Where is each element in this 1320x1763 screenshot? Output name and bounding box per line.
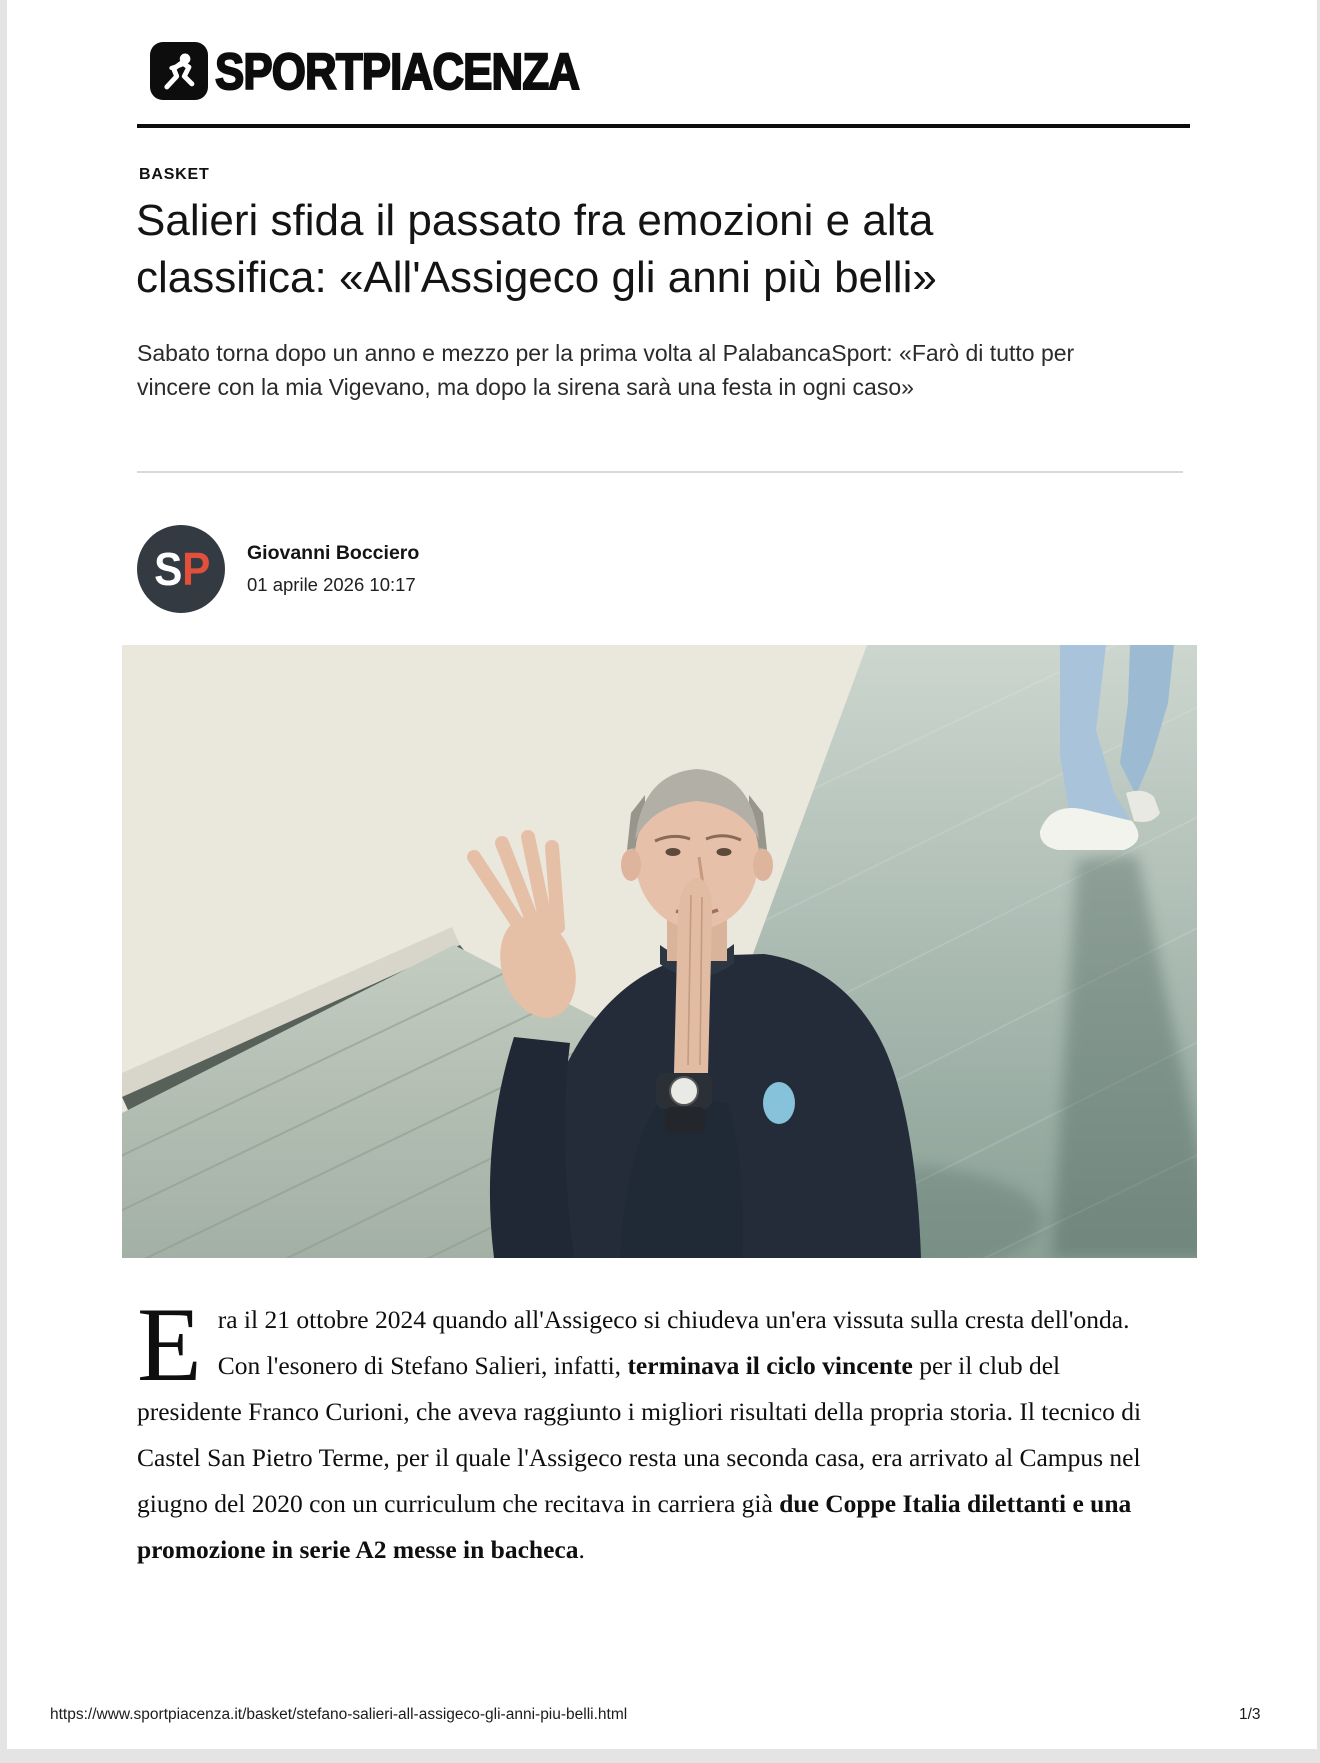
publish-datetime: 01 aprile 2026 10:17 [247,574,416,595]
avatar-letter-s: S [154,543,180,595]
author-avatar [137,525,225,613]
divider [137,471,1183,473]
masthead [150,40,638,102]
runner-icon [150,42,208,100]
category-label: BASKET [139,166,210,183]
article-photo [122,645,1197,1258]
brand-wordmark: SPORTPIACENZA [215,42,580,100]
author-row [137,524,419,614]
masthead-rule [137,124,1190,128]
author-name: Giovanni Bocciero [247,542,420,564]
footer-source-url: https://www.sportpiacenza.it/basket/stefano-salieri-all-assigeco-gli-anni-piu-belli.html [50,1706,628,1723]
article-standfirst: Sabato torna dopo un anno e mezzo per la prima volta al PalabancaSport: «Farò di tutto per vincere con la mia Vigevano, ma dopo la sirena sarà una festa in ogni caso» [137,340,1075,400]
footer-page-indicator: 1/3 [1239,1706,1261,1723]
author-meta [247,542,419,596]
printed-article-page [7,0,1317,1749]
dropcap: E [137,1286,202,1403]
article-headline: Salieri sfida il passato fra emozioni e alta classifica: «All'Assigeco gli anni più belli» [136,196,937,302]
article-paragraph: Era il 21 ottobre 2024 quando all'Assigeco si chiudeva un'era vissuta sulla cresta dell'onda. Con l'esonero di Stefano Salieri, infatti, terminava il ciclo vincente per il club del presidente Franco Curioni, che aveva raggiunto i migliori risultati della propria storia. Il tecnico di Castel San Pietro Terme, per il quale l'Assigeco resta una seconda casa, era arrivato al Campus nel giugno del 2020 con un curriculum che recitava in carriera già due Coppe Italia dilettanti e una promozione in serie A2 messe in bacheca. [137,1286,1142,1564]
avatar-letter-p: P [182,543,208,595]
